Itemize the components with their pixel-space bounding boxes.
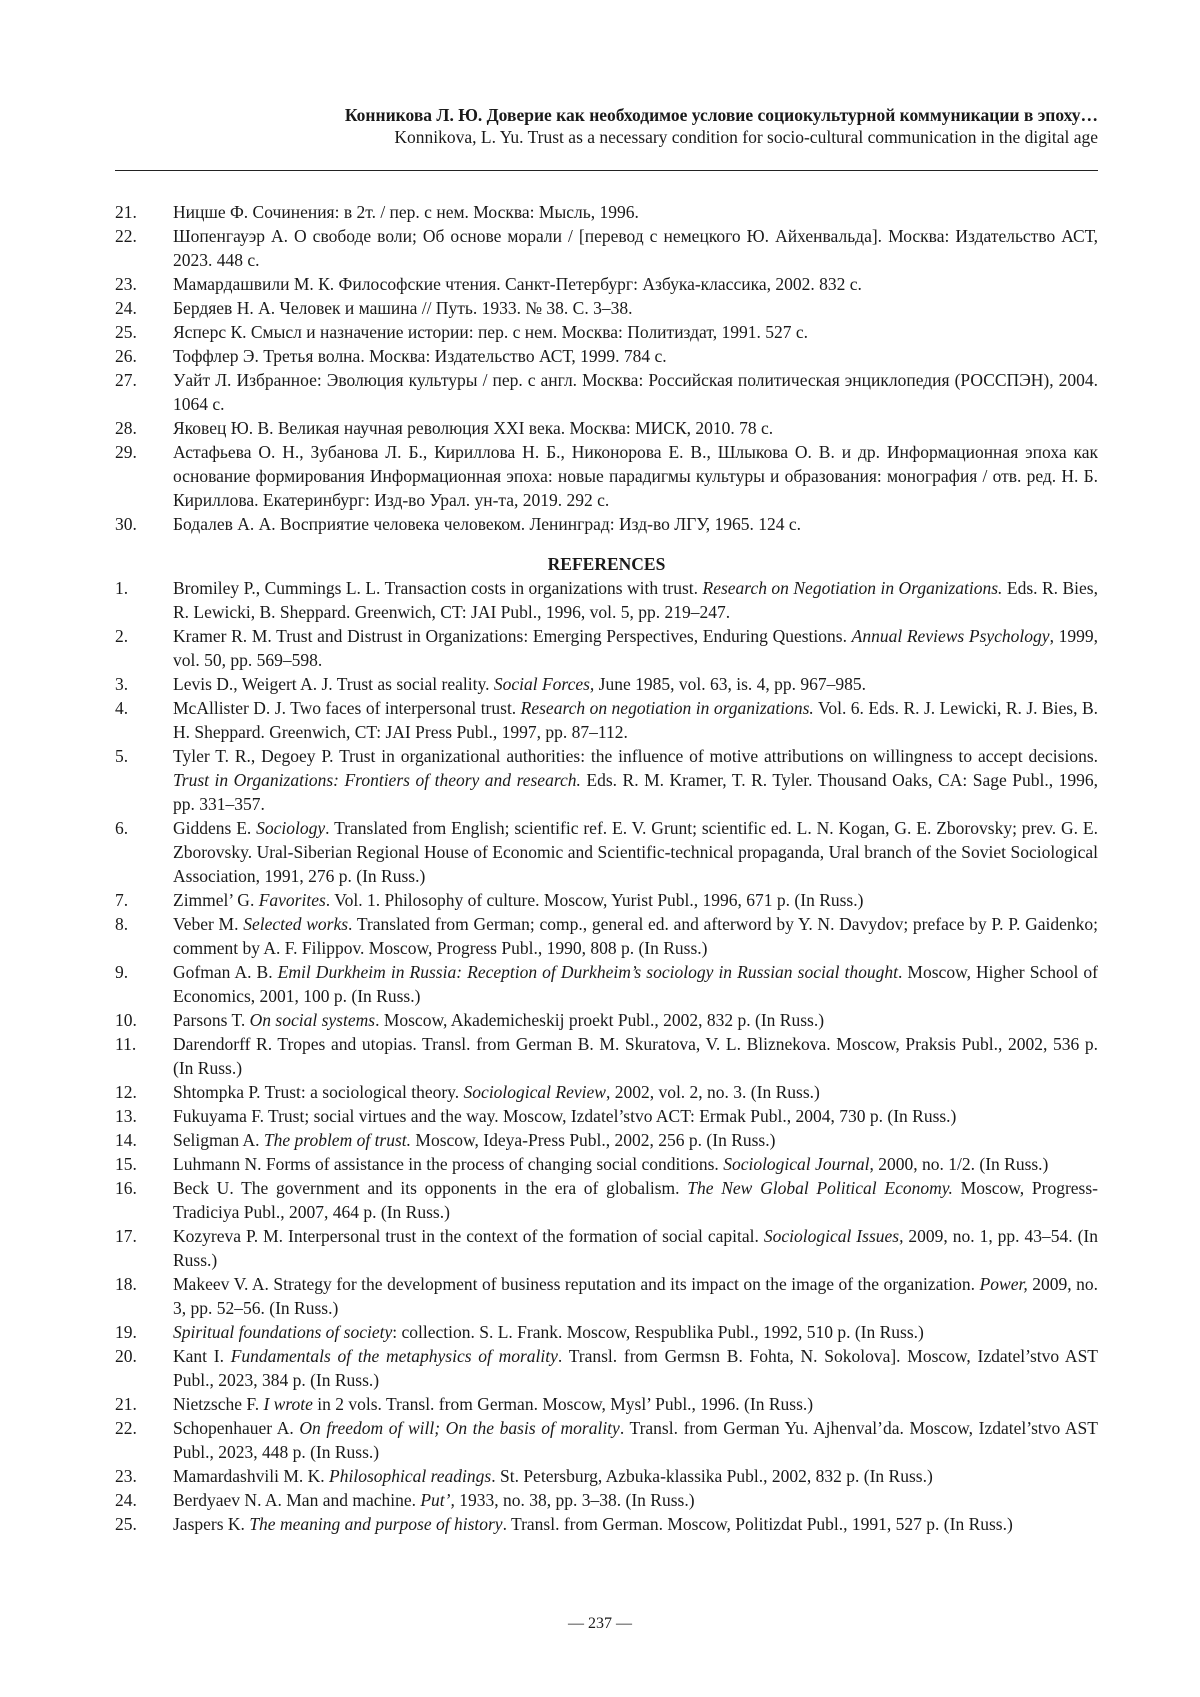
reference-source-title: Fundamentals of the metaphysics of morality (231, 1346, 558, 1366)
literature-entry-number: 24. (115, 296, 173, 320)
reference-entry-text (173, 672, 1098, 696)
reference-entry (115, 1344, 1098, 1392)
reference-source-title: Sociological Review (464, 1082, 606, 1102)
reference-text-part: Giddens E. (173, 818, 256, 838)
references-heading: REFERENCES (115, 552, 1098, 576)
reference-entry-number: 13. (115, 1104, 173, 1128)
reference-entry-text (173, 744, 1098, 816)
reference-text-part: Kant I. (173, 1346, 231, 1366)
reference-entry-number: 8. (115, 912, 173, 960)
reference-source-title: The meaning and purpose of history (249, 1514, 502, 1534)
reference-entry-text (173, 912, 1098, 960)
reference-entry-number: 7. (115, 888, 173, 912)
reference-entry-text (173, 1176, 1098, 1224)
literature-entry (115, 512, 1098, 536)
reference-text-part: June 1985, vol. 63, is. 4, pp. 967–985. (594, 674, 866, 694)
reference-entry-number: 22. (115, 1416, 173, 1464)
literature-entry-number: 22. (115, 224, 173, 272)
body-text (115, 200, 1098, 1536)
reference-text-part: Levis D., Weigert A. J. Trust as social reality. (173, 674, 494, 694)
reference-entry-number: 24. (115, 1488, 173, 1512)
reference-text-part: Schopenhauer A. (173, 1418, 299, 1438)
header-rule (115, 170, 1098, 171)
reference-source-title: Spiritual foundations of society (173, 1322, 392, 1342)
reference-text-part: Kozyreva P. M. Interpersonal trust in the context of the formation of social capital. (173, 1226, 764, 1246)
literature-entry-text: Шопенгауэр А. О свободе воли; Об основе морали / [перевод с немецкого Ю. Айхенвальда]. Москва: Издательство АСТ, 2023. 448 с. (173, 224, 1098, 272)
literature-entry-text: Бердяев Н. А. Человек и машина // Путь. 1933. № 38. С. 3–38. (173, 296, 1098, 320)
reference-entry (115, 1128, 1098, 1152)
reference-entry-text (173, 1272, 1098, 1320)
literature-entry (115, 416, 1098, 440)
reference-source-title: Research on Negotiation in Organizations. (703, 578, 1003, 598)
reference-entry (115, 1392, 1098, 1416)
reference-source-title: Sociological Journal (723, 1154, 869, 1174)
literature-entry-number: 30. (115, 512, 173, 536)
running-header-title-ru: Конникова Л. Ю. Доверие как необходимое условие социокультурной коммуникации в эпоху… (115, 104, 1098, 126)
reference-entry-text (173, 1488, 1098, 1512)
reference-entry-number: 25. (115, 1512, 173, 1536)
reference-entry (115, 1320, 1098, 1344)
reference-text-part: . Vol. 1. Philosophy of culture. Moscow, Yurist Publ., 1996, 671 p. (In Russ.) (326, 890, 864, 910)
literature-entry-number: 26. (115, 344, 173, 368)
reference-entry-number: 12. (115, 1080, 173, 1104)
reference-text-part: Luhmann N. Forms of assistance in the process of changing social conditions. (173, 1154, 723, 1174)
reference-source-title: I wrote (263, 1394, 312, 1414)
literature-entry (115, 368, 1098, 416)
literature-entry (115, 200, 1098, 224)
reference-text-part: . Translated from German; comp., general ed. and afterword by Y. N. Davydov; preface by P. P. Gaidenko; comment by A. F. Filippov. Moscow, Progress Publ., 1990, 808 p. (In Russ.) (173, 914, 1098, 958)
reference-text-part: . Transl. from Germsn B. Fohta, N. Sokolova]. Moscow, Izdatel’stvo AST Publ., 2023, 384 p. (In Russ.) (173, 1346, 1098, 1390)
reference-source-title: Emil Durkheim in Russia: Reception of Durkheim’s sociology in Russian social thought (278, 962, 898, 982)
reference-source-title: Annual Reviews Psychology (852, 626, 1050, 646)
reference-text-part: . Transl. from German. Moscow, Politizdat Publ., 1991, 527 p. (In Russ.) (503, 1514, 1013, 1534)
reference-source-title: Trust in Organizations: Frontiers of theory and research. (173, 770, 581, 790)
reference-entry-text (173, 1344, 1098, 1392)
reference-source-title: Power, (980, 1274, 1028, 1294)
reference-text-part: Mamardashvili M. K. (173, 1466, 329, 1486)
reference-entry (115, 1488, 1098, 1512)
reference-entry (115, 1008, 1098, 1032)
literature-entry-text: Ясперс К. Смысл и назначение истории: пер. с нем. Москва: Политиздат, 1991. 527 с. (173, 320, 1098, 344)
reference-entry (115, 1512, 1098, 1536)
journal-page (0, 0, 1200, 1697)
literature-entry (115, 224, 1098, 272)
literature-entry (115, 344, 1098, 368)
reference-text-part: Berdyaev N. A. Man and machine. (173, 1490, 420, 1510)
reference-text-part: : collection. S. L. Frank. Moscow, Respublika Publ., 1992, 510 p. (In Russ.) (392, 1322, 924, 1342)
literature-entry-text: Астафьева О. Н., Зубанова Л. Б., Кириллова Н. Б., Никонорова Е. В., Шлыкова О. В. и др. Информационная эпоха как основание формирования Информационная эпоха: новые парадигмы культуры и образования: монография / отв. ред. Н. Б. Кириллова. Екатеринбург: Изд-во Урал. ун-та, 2019. 292 с. (173, 440, 1098, 512)
reference-entry-number: 18. (115, 1272, 173, 1320)
reference-text-part: Bromiley P., Cummings L. L. Transaction costs in organizations with trust. (173, 578, 703, 598)
reference-text-part: Nietzsche F. (173, 1394, 263, 1414)
reference-entry (115, 624, 1098, 672)
reference-text-part: , 1999, vol. 50, pp. 569–598. (173, 626, 1098, 670)
references-list (115, 576, 1098, 1536)
reference-text-part: Kramer R. M. Trust and Distrust in Organizations: Emerging Perspectives, Enduring Questions. (173, 626, 852, 646)
reference-text-part: Eds. R. Bies, R. Lewicki, B. Sheppard. Greenwich, CT: JAI Publ., 1996, vol. 5, pp. 219–247. (173, 578, 1098, 622)
reference-entry (115, 1272, 1098, 1320)
reference-entry-number: 14. (115, 1128, 173, 1152)
literature-entry (115, 296, 1098, 320)
reference-text-part: 2009, no. 1, pp. 43–54. (In Russ.) (173, 1226, 1098, 1270)
literature-entry-number: 25. (115, 320, 173, 344)
running-header-title-en: Konnikova, L. Yu. Trust as a necessary condition for socio-cultural communication in the digital age (115, 126, 1098, 148)
reference-text-part: 1933, no. 38, pp. 3–38. (In Russ.) (455, 1490, 695, 1510)
reference-text-part: . Moscow, Higher School of Economics, 2001, 100 p. (In Russ.) (173, 962, 1098, 1006)
reference-entry-text (173, 1464, 1098, 1488)
reference-entry-number: 5. (115, 744, 173, 816)
reference-text-part: Makeev V. A. Strategy for the development of business reputation and its impact on the image of the organization. (173, 1274, 980, 1294)
reference-entry-number: 10. (115, 1008, 173, 1032)
reference-text-part: Fukuyama F. Trust; social virtues and the way. Moscow, Izdatel’stvo ACT: Ermak Publ., 2004, 730 p. (In Russ.) (173, 1106, 956, 1126)
reference-entry-text (173, 1104, 1098, 1128)
reference-entry (115, 888, 1098, 912)
reference-entry-text (173, 816, 1098, 888)
reference-entry-number: 11. (115, 1032, 173, 1080)
reference-text-part: Moscow, Ideya-Press Publ., 2002, 256 p. (In Russ.) (411, 1130, 775, 1150)
reference-entry-text (173, 960, 1098, 1008)
reference-entry-text (173, 624, 1098, 672)
reference-text-part: . Moscow, Akademicheskij proekt Publ., 2002, 832 p. (In Russ.) (375, 1010, 824, 1030)
reference-text-part: 2009, no. 3, pp. 52–56. (In Russ.) (173, 1274, 1098, 1318)
reference-text-part: . Translated from English; scientific ref. E. V. Grunt; scientific ed. L. N. Kogan, G. E. Zborovsky; prev. G. E. Zborovsky. Ural-Siberian Regional House of Economic and Scientific-technical propaganda, Ural branch of the Soviet Sociological Association, 1991, 276 p. (In Russ.) (173, 818, 1098, 886)
reference-text-part: Tyler T. R., Degoey P. Trust in organizational authorities: the influence of motive attributions on willingness to accept decisions. (173, 746, 1098, 766)
reference-entry-number: 6. (115, 816, 173, 888)
reference-text-part: McAllister D. J. Two faces of interpersonal trust. (173, 698, 521, 718)
reference-entry (115, 1104, 1098, 1128)
reference-source-title: On social systems (250, 1010, 375, 1030)
reference-entry-text (173, 1320, 1098, 1344)
reference-text-part: Zimmel’ G. (173, 890, 259, 910)
reference-entry-text (173, 1392, 1098, 1416)
reference-entry-number: 17. (115, 1224, 173, 1272)
literature-entry-text: Ницше Ф. Сочинения: в 2т. / пер. с нем. Москва: Мысль, 1996. (173, 200, 1098, 224)
reference-entry (115, 912, 1098, 960)
reference-text-part: Parsons T. (173, 1010, 250, 1030)
reference-entry-text (173, 1152, 1098, 1176)
reference-source-title: Research on negotiation in organizations. (521, 698, 814, 718)
reference-source-title: Favorites (259, 890, 326, 910)
reference-entry-text (173, 1416, 1098, 1464)
literature-entry-number: 21. (115, 200, 173, 224)
reference-entry (115, 1416, 1098, 1464)
literature-entry-text: Тоффлер Э. Третья волна. Москва: Издательство АСТ, 1999. 784 с. (173, 344, 1098, 368)
reference-source-title: Philosophical readings (329, 1466, 491, 1486)
reference-entry-number: 20. (115, 1344, 173, 1392)
reference-entry-text (173, 576, 1098, 624)
reference-text-part: Shtompka P. Trust: a sociological theory. (173, 1082, 464, 1102)
reference-entry-text (173, 1080, 1098, 1104)
reference-entry-number: 19. (115, 1320, 173, 1344)
running-header (115, 104, 1098, 148)
literature-entry-text: Мамардашвили М. К. Философские чтения. Санкт-Петербург: Азбука-классика, 2002. 832 с. (173, 272, 1098, 296)
literature-entry-text: Яковец Ю. В. Великая научная революция XXI века. Москва: МИСК, 2010. 78 с. (173, 416, 1098, 440)
reference-source-title: Social Forces, (494, 674, 594, 694)
reference-entry-text (173, 696, 1098, 744)
reference-entry (115, 1224, 1098, 1272)
literature-entry (115, 440, 1098, 512)
reference-entry-number: 16. (115, 1176, 173, 1224)
reference-entry-text (173, 1128, 1098, 1152)
reference-entry (115, 1032, 1098, 1080)
reference-text-part: . St. Petersburg, Azbuka-klassika Publ., 2002, 832 p. (In Russ.) (491, 1466, 933, 1486)
reference-text-part: , 2000, no. 1/2. (In Russ.) (870, 1154, 1049, 1174)
reference-entry-text (173, 1032, 1098, 1080)
reference-source-title: On freedom of will; On the basis of morality (299, 1418, 619, 1438)
literature-entry-number: 27. (115, 368, 173, 416)
reference-text-part: Eds. R. M. Kramer, T. R. Tyler. Thousand Oaks, CA: Sage Publ., 1996, pp. 331–357. (173, 770, 1098, 814)
reference-entry-text (173, 888, 1098, 912)
literature-entry-text: Бодалев А. А. Восприятие человека человеком. Ленинград: Изд-во ЛГУ, 1965. 124 с. (173, 512, 1098, 536)
reference-entry (115, 744, 1098, 816)
reference-text-part: Beck U. The government and its opponents in the era of globalism. (173, 1178, 687, 1198)
literature-entry-text: Уайт Л. Избранное: Эволюция культуры / пер. с англ. Москва: Российская политическая энциклопедия (РОССПЭН), 2004. 1064 с. (173, 368, 1098, 416)
reference-entry (115, 576, 1098, 624)
reference-source-title: Selected works (243, 914, 348, 934)
reference-entry-text (173, 1224, 1098, 1272)
literature-entry-number: 28. (115, 416, 173, 440)
reference-text-part: . Transl. from German Yu. Ajhenval’da. Moscow, Izdatel’stvo AST Publ., 2023, 448 p. (In Russ.) (173, 1418, 1098, 1462)
reference-entry-number: 4. (115, 696, 173, 744)
literature-entry (115, 272, 1098, 296)
reference-text-part: Darendorff R. Tropes and utopias. Transl. from German B. M. Skuratova, V. L. Bliznekova. Moscow, Praksis Publ., 2002, 536 p. (In Russ.) (173, 1034, 1098, 1078)
reference-entry-number: 23. (115, 1464, 173, 1488)
reference-source-title: Sociology (256, 818, 325, 838)
reference-source-title: Sociological Issues, (764, 1226, 904, 1246)
reference-entry (115, 1080, 1098, 1104)
reference-entry (115, 696, 1098, 744)
reference-source-title: The problem of trust. (264, 1130, 411, 1150)
reference-entry (115, 816, 1098, 888)
literature-list (115, 200, 1098, 536)
literature-entry-number: 29. (115, 440, 173, 512)
reference-entry-text (173, 1008, 1098, 1032)
reference-text-part: Veber M. (173, 914, 243, 934)
reference-entry (115, 960, 1098, 1008)
reference-entry-number: 9. (115, 960, 173, 1008)
reference-entry (115, 672, 1098, 696)
reference-entry-number: 2. (115, 624, 173, 672)
reference-entry-number: 3. (115, 672, 173, 696)
literature-entry-number: 23. (115, 272, 173, 296)
reference-entry-number: 15. (115, 1152, 173, 1176)
reference-source-title: The New Global Political Economy. (687, 1178, 953, 1198)
literature-entry (115, 320, 1098, 344)
reference-entry-text (173, 1512, 1098, 1536)
reference-text-part: Moscow, Progress-Tradiciya Publ., 2007, 464 p. (In Russ.) (173, 1178, 1098, 1222)
reference-entry (115, 1464, 1098, 1488)
reference-entry-number: 21. (115, 1392, 173, 1416)
page-number: — 237 — (0, 1615, 1200, 1633)
reference-text-part: Seligman A. (173, 1130, 264, 1150)
reference-entry (115, 1176, 1098, 1224)
reference-text-part: Jaspers K. (173, 1514, 249, 1534)
reference-source-title: Put’, (420, 1490, 455, 1510)
reference-text-part: Vol. 6. Eds. R. J. Lewicki, R. J. Bies, B. H. Sheppard. Greenwich, CT: JAI Press Publ., 1997, pp. 87–112. (173, 698, 1098, 742)
reference-entry (115, 1152, 1098, 1176)
reference-text-part: , 2002, vol. 2, no. 3. (In Russ.) (606, 1082, 820, 1102)
reference-text-part: Gofman A. B. (173, 962, 278, 982)
reference-text-part: in 2 vols. Transl. from German. Moscow, Mysl’ Publ., 1996. (In Russ.) (313, 1394, 813, 1414)
reference-entry-number: 1. (115, 576, 173, 624)
